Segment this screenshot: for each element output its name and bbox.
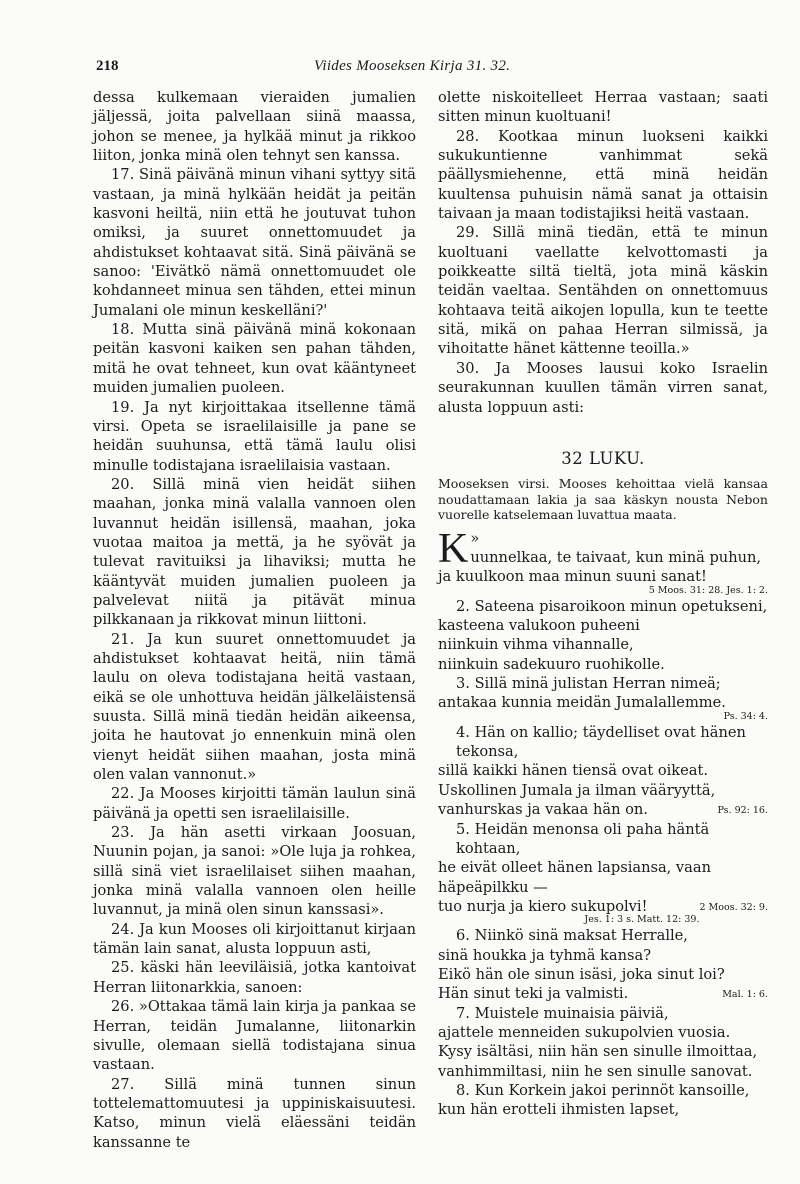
cross-reference: 2 Moos. 32: 9. <box>699 901 768 913</box>
chapter-summary: Mooseksen virsi. Mooses kehoittaa vielä kansaa noudattamaan lakia ja saa käskyn nousta Nebon vuorelle katselemaan luvattua maata. <box>438 476 768 523</box>
verse-30: 30. Ja Mooses lausui koko Israelin seurakunnan kuullen tämän virren sanat, alusta loppuun asti: <box>438 359 768 416</box>
drop-cap: K <box>438 525 469 572</box>
verse-17: 17. Sinä päivänä minun vihani syttyy sitä vastaan, ja minä hylkään heidät ja peitän kasvoni heiltä, niin että he joutuvat tuhon omiksi, ja suuret onnettomuudet ja ahdistukset kohtaavat sitä. Sinä päivänä se sanoo: 'Eivätkö nämä onnettomuudet ole kohdanneet minua sen tähden, ettei minun Jumalani ole minun keskelläni?' <box>93 166 416 319</box>
cross-reference: Ps. 34: 4. <box>723 710 768 722</box>
cross-reference: Jes. 1: 3 s. Matt. 12: 39. <box>584 914 700 926</box>
verse-27: 27. Sillä minä tunnen sinun tottelemattomuutesi ja uppiniskaisuutesi. Katso, minun vielä eläessäni teidän kanssanne te <box>93 1075 416 1151</box>
cross-reference: Mal. 1: 6. <box>722 989 768 1001</box>
page-header <box>96 58 776 80</box>
running-title: Viides Mooseksen Kirja 31. 32. <box>314 58 511 74</box>
verse-20: 20. Sillä minä vien heidät siihen maahan, jonka minä valalla vannoen olen luvannut heidän isillensä, maahan, joka vuotaa maitoa ja mettä, ja he syövät ja tulevat ravituiksi ja lihaviksi; mutta he kääntyvät muiden jumalien puoleen ja palvelevat niitä ja pitävät minua pilkkanaan ja rikkovat minun liittoni. <box>93 475 416 629</box>
poem-verse-6: 6. Niinkö sinä maksat Herralle, sinä houkka ja tyhmä kansa? Eikö hän ole sinun isäsi, joka sinut loi? Hän sinut teki ja valmisti. Mal. 1: 6. <box>438 926 768 1003</box>
poem-verse-7: 7. Muistele muinaisia päiviä, ajattele menneiden sukupolvien vuosia. Kysy isältäsi, niin hän sen sinulle ilmoittaa, vanhimmiltasi, niin he sen sinulle sanovat. <box>438 1004 758 1080</box>
poem-verse-2: 2. Sateena pisaroikoon minun opetukseni, kasteena valukoon puheeni niinkuin vihma vihannalle, niinkuin sadekuuro ruohikolle. <box>438 597 768 673</box>
paragraph: dessa kulkemaan vieraiden jumalien jäljessä, joita palvellaan siinä maassa, johon se menee, ja hylkää minut ja rikkoo liiton, jonka minä olen tehnyt sen kanssa. <box>93 89 416 165</box>
verse-28: 28. Kootkaa minun luokseni kaikki sukukuntienne vanhimmat sekä päällysmiehenne, että minä heidän kuultensa puhuisin nämä sanat ja ottaisin taivaan ja maan todistajiksi heitä vastaan. <box>438 127 768 223</box>
poem-verse-8: 8. Kun Korkein jakoi perinnöt kansoille, kun hän erotteli ihmisten lapset, <box>438 1081 750 1119</box>
verse-18: 18. Mutta sinä päivänä minä kokonaan peitän kasvoni kaiken sen pahan tähden, mitä he ovat tehneet, kun ovat kääntyneet muiden jumalien puoleen. <box>93 321 416 397</box>
paragraph: olette niskoitelleet Herraa vastaan; saati sitten minun kuoltuani! <box>438 89 768 126</box>
song-of-moses <box>438 525 768 1120</box>
verse-26: 26. »Ottakaa tämä lain kirja ja pankaa se Herran, teidän Jumalanne, liitonarkin sivulle, olemaan siellä todistajana sinua vastaan. <box>93 998 416 1074</box>
verse-23: 23. Ja hän asetti virkaan Joosuan, Nuunin pojan, ja sanoi: »Ole luja ja rohkea, sillä sinä viet israelilaiset siihen maahan, jonka minä valalla vannoen olen heille luvannut, ja minä olen sinun kanssasi». <box>93 824 416 919</box>
right-column <box>438 88 768 1120</box>
verse-29: 29. Sillä minä tiedän, että te minun kuoltuani vaellatte kelvottomasti ja poikkeatte siltä tieltä, jota minä käskin teidän vaeltaa. Sentähden on onnettomuus kohtaava teitä aikojen lopulla, kun te teette sitä, mikä on pahaa Herran silmissä, ja vihoitatte hänet kättenne teoilla.» <box>438 224 768 358</box>
verse-24: 24. Ja kun Mooses oli kirjoittanut kirjaan tämän lain sanat, alusta loppuun asti, <box>93 920 416 958</box>
cross-reference: 5 Moos. 31: 28. Jes. 1: 2. <box>648 584 768 596</box>
chapter-title: 32 LUKU. <box>561 448 645 468</box>
poem-verse-5: 5. Heidän menonsa oli paha häntä kohtaan, he eivät olleet hänen lapsiansa, vaan häpeäpilkku — tuo nurja ja kiero sukupolvi! 2 Moos. 32: 9. Jes. 1: 3 s. Matt. 12: 39. <box>438 820 768 926</box>
cross-reference: Ps. 92: 16. <box>717 805 768 817</box>
poem-verse-3: 3. Sillä minä julistan Herran nimeä; antakaa kunnia meidän Jumalallemme. Ps. 34: 4. <box>438 675 768 722</box>
poem-verse-4: 4. Hän on kallio; täydelliset ovat hänen tekonsa, sillä kaikki hänen tiensä ovat oikeat. Uskollinen Jumala ja ilman vääryyttä, vanhurskas ja vakaa hän on. Ps. 92: 16. <box>438 723 768 820</box>
left-column <box>93 88 416 1152</box>
poem-verse-1: » K uunnelkaa, te taivaat, kun minä puhun, ja kuulkoon maa minun suuni sanat! 5 Moos. 31: 28. Jes. 1: 2. <box>438 525 768 596</box>
verse-19: 19. Ja nyt kirjoittakaa itsellenne tämä virsi. Opeta se israelilaisille ja pane se heidän suuhunsa, että tämä laulu olisi minulle todistajana israelilaisia vastaan. <box>93 398 416 474</box>
verse-25: 25. käski hän leeviläisiä, jotka kantoivat Herran liitonarkkia, sanoen: <box>93 959 416 996</box>
verse-21: 21. Ja kun suuret onnettomuudet ja ahdistukset kohtaavat heitä, niin tämä laulu on oleva todistajana heitä vastaan, eikä se ole unhottuva heidän jälkeläistensä suusta. Sillä minä tiedän heidän aikeensa, joita he hautovat jo ennenkuin minä olen vienyt heidät siihen maahan, josta minä olen valan vannonut.» <box>93 630 416 784</box>
page-number: 218 <box>96 58 119 74</box>
verse-22: 22. Ja Mooses kirjoitti tämän laulun sinä päivänä ja opetti sen israelilaisille. <box>93 785 416 822</box>
